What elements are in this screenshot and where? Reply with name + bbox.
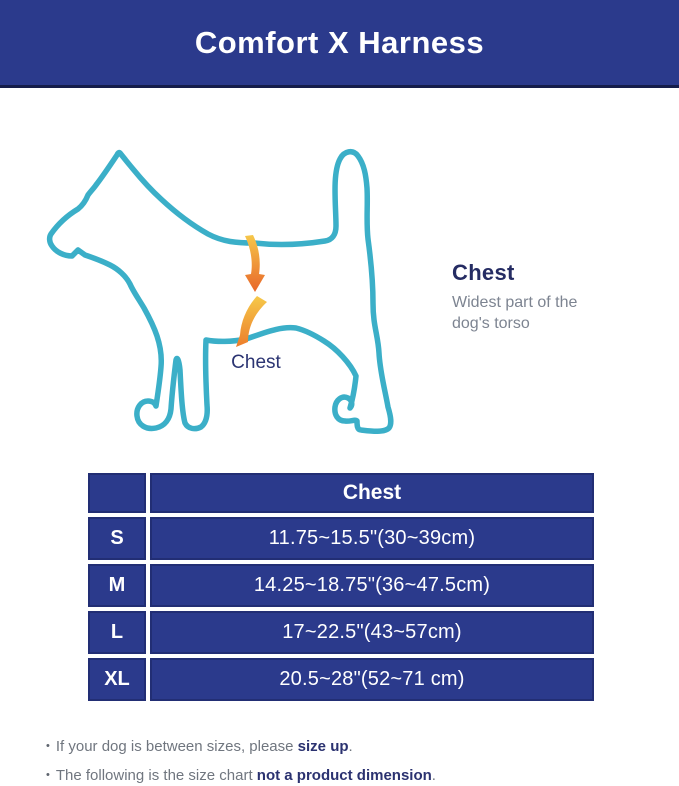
size-cell-m: M xyxy=(88,564,146,607)
callout-description-line1: Widest part of the xyxy=(452,294,578,311)
callout-title: Chest xyxy=(452,260,515,285)
page-title: Comfort X Harness xyxy=(194,24,485,60)
note-text: The following is the size chart xyxy=(55,767,257,784)
note-size-up xyxy=(46,738,436,767)
note-dimension xyxy=(46,767,436,786)
chest-value-l: 17~22.5"(43~57cm) xyxy=(150,611,594,654)
note-bold: size up xyxy=(297,738,349,755)
note-end: . xyxy=(431,767,436,784)
chest-value-s: 11.75~15.5"(30~39cm) xyxy=(150,517,594,560)
chest-value-m: 14.25~18.75"(36~47.5cm) xyxy=(150,564,594,607)
note-end: . xyxy=(348,738,353,755)
callout-description-line2: dog's torso xyxy=(452,315,530,332)
size-table xyxy=(88,473,594,701)
chest-callout xyxy=(452,260,642,334)
dog-diagram xyxy=(40,130,440,450)
chest-value-xl: 20.5~28"(52~71 cm) xyxy=(150,658,594,701)
chest-band-label: Chest xyxy=(231,352,281,373)
size-cell-xl: XL xyxy=(88,658,146,701)
size-cell-s: S xyxy=(88,517,146,560)
note-bold: not a product dimension xyxy=(256,767,432,784)
bullet-icon: • xyxy=(46,740,50,752)
size-cell-l: L xyxy=(88,611,146,654)
table-corner-cell xyxy=(88,473,146,513)
table-header-chest: Chest xyxy=(150,473,594,513)
callout-description xyxy=(452,292,642,334)
dog-outline xyxy=(50,152,391,432)
header-bar xyxy=(0,0,679,88)
bullet-icon: • xyxy=(46,769,50,781)
notes-section xyxy=(46,738,436,786)
note-text: If your dog is between sizes, please xyxy=(55,738,298,755)
